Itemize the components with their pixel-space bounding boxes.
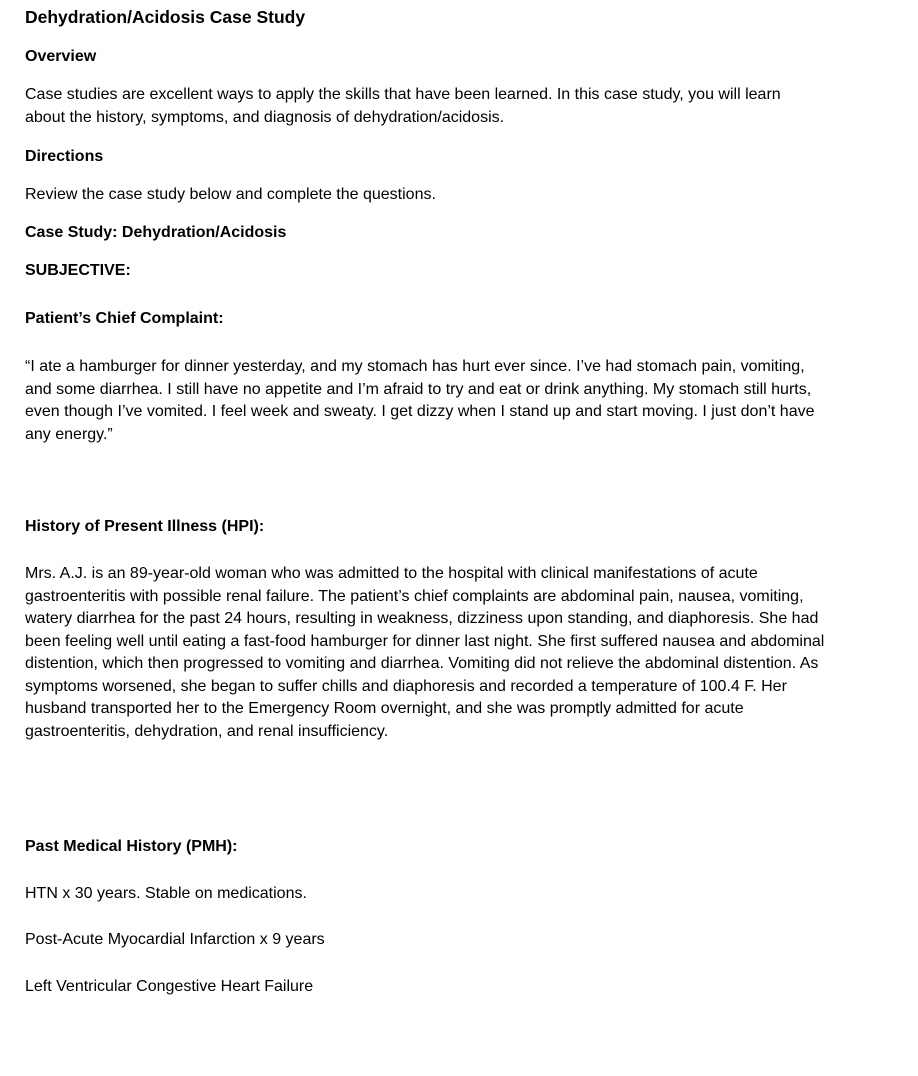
document-title: Dehydration/Acidosis Case Study [25,7,306,27]
pmh-item: Post-Acute Myocardial Infarction x 9 years [25,931,325,948]
pmh-item: Left Ventricular Congestive Heart Failure [25,978,314,995]
directions-heading: Directions [25,148,104,165]
directions-text: Review the case study below and complete the questions. [25,186,436,203]
pmh-heading: Past Medical History (PMH): [25,838,238,855]
subjective-heading: SUBJECTIVE: [25,262,131,279]
hpi-heading: History of Present Illness (HPI): [25,518,265,535]
pmh-item: HTN x 30 years. Stable on medications. [25,885,307,902]
case-study-heading: Case Study: Dehydration/Acidosis [25,224,287,241]
chief-complaint-heading: Patient’s Chief Complaint: [25,310,224,327]
overview-text: Case studies are excellent ways to apply the skills that have been learned. In this case study, you will learn about the history, symptoms, and diagnosis of dehydration/acidosis. [25,86,781,126]
chief-complaint-text: “I ate a hamburger for dinner yesterday, and my stomach has hurt ever since. I’ve had stomach pain, vomiting, and some diarrhea. I still have no appetite and I’m afraid to try and eat or drink anything. My stomach still hurts, even though I’ve vomited. I feel week and sweaty. I get dizzy when I stand up and start moving. I just don’t have any energy.” [25,358,815,443]
overview-heading: Overview [25,48,97,65]
hpi-text: Mrs. A.J. is an 89-year-old woman who was admitted to the hospital with clinical manifestations of acute gastroenteritis with possible renal failure. The patient’s chief complaints are abdominal pain, nausea, vomiting, watery diarrhea for the past 24 hours, resulting in weakness, dizziness upon standing, and diaphoresis. She had been feeling well until eating a fast-food hamburger for dinner last night. She first suffered nausea and abdominal distention, which then progressed to vomiting and diarrhea. Vomiting did not relieve the abdominal distention. As symptoms worsened, she began to suffer chills and diaphoresis and recorded a temperature of 100.4 F. Her husband transported her to the Emergency Room overnight, and she was promptly admitted for acute gastroenteritis, dehydration, and renal insufficiency. [25,565,825,740]
